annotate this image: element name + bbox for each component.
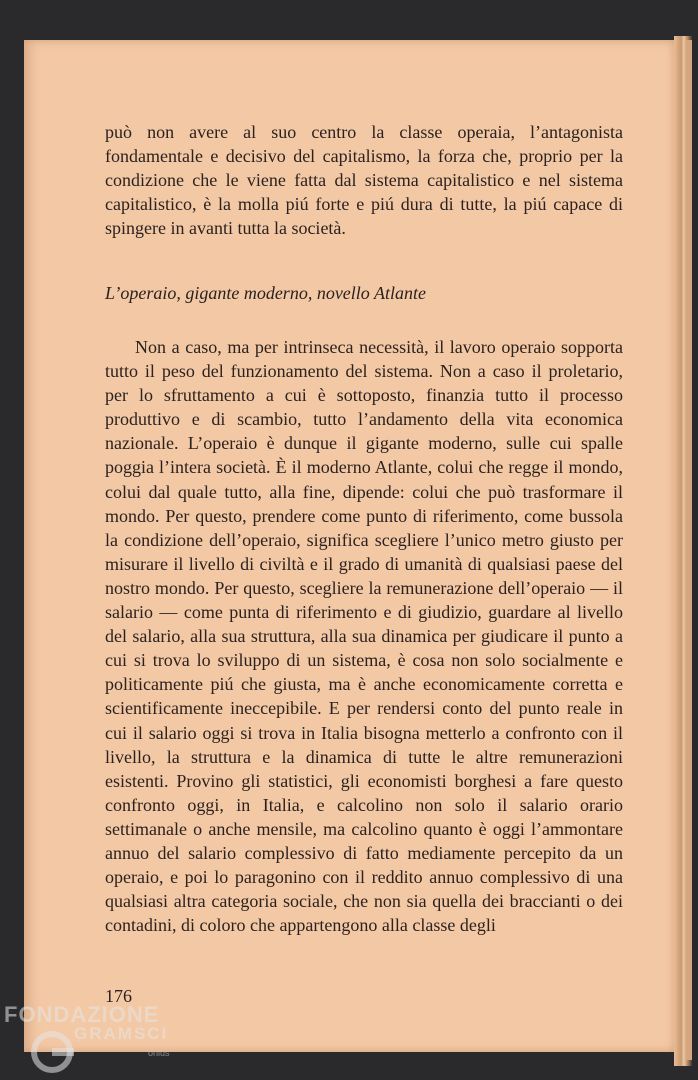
watermark-suffix: onlus (148, 1048, 170, 1058)
section-heading: L’operaio, gigante moderno, novello Atlante (105, 283, 426, 303)
page-number: 176 (105, 986, 132, 1006)
paragraph-2: Non a caso, ma per intrinseca necessità, il lavoro operaio sopporta tutto il peso del funzionamento del sistema. Non a caso il proletario, per lo sfruttamento a cui è sottoposto, finanzia tutto il processo produttivo e di scambio, tutto l’andamento della vita economica nazionale. L’operaio è dunque il gigante moderno, sulle cui spalle poggia l’intera società. È il moderno Atlante, colui che regge il mondo, colui dal quale tutto, alla fine, dipende: colui che può trasformare il mondo. Per questo, prendere come punto di riferimento, come bussola la condizione dell’operaio, significa scegliere l’unico metro giusto per misurare il livello di civiltà e il grado di umanità di qualsiasi paese del nostro mondo. Per questo, scegliere la remunerazione dell’operaio — il salario — come punta di riferimento e di giudizio, guardare al livello del salario, alla sua struttura, alla sua dinamica per giudicare il punto a cui si trova lo sviluppo di un sistema, è cosa non solo socialmente e politicamente piú che giusta, ma è anche economicamente corretta e scientificamente ineccepibile. E per rendersi conto del punto reale in cui il salario oggi si trova in Italia bisogna metterlo a confronto con il livello, la struttura e la dinamica di tutte le altre remunerazioni esistenti. Provino gli statistici, gli economisti borghesi a fare questo confronto oggi, in Italia, e calcolino non solo il salario orario settimanale o anche mensile, ma calcolino quanto è oggi l’ammontare annuo del salario complessivo di fatto mediamente percepito da un operaio, e poi lo paragonino con il reddito annuo complessivo di una qualsiasi altra categoria sociale, che non sia quella dei braccianti o dei contadini, di coloro che appartengono alla classe degli (105, 337, 623, 936)
watermark-line-2: GRAMSCI (74, 1024, 169, 1043)
page-edge-inner (686, 40, 692, 1060)
watermark-line-1: FONDAZIONE (4, 1002, 160, 1027)
watermark (2, 1000, 222, 1080)
paragraph-1: può non avere al suo centro la classe operaia, l’antagonista fondamentale e decisivo del capitalismo, la forza che, proprio per la condizione che le viene fatta dal sistema capitalistico e nel sistema capitalistico, è la molla piú forte e piú dura di tutte, la piú capace di spingere in avanti tutta la società. (105, 122, 623, 239)
fondazione-logo-icon (28, 1028, 76, 1076)
